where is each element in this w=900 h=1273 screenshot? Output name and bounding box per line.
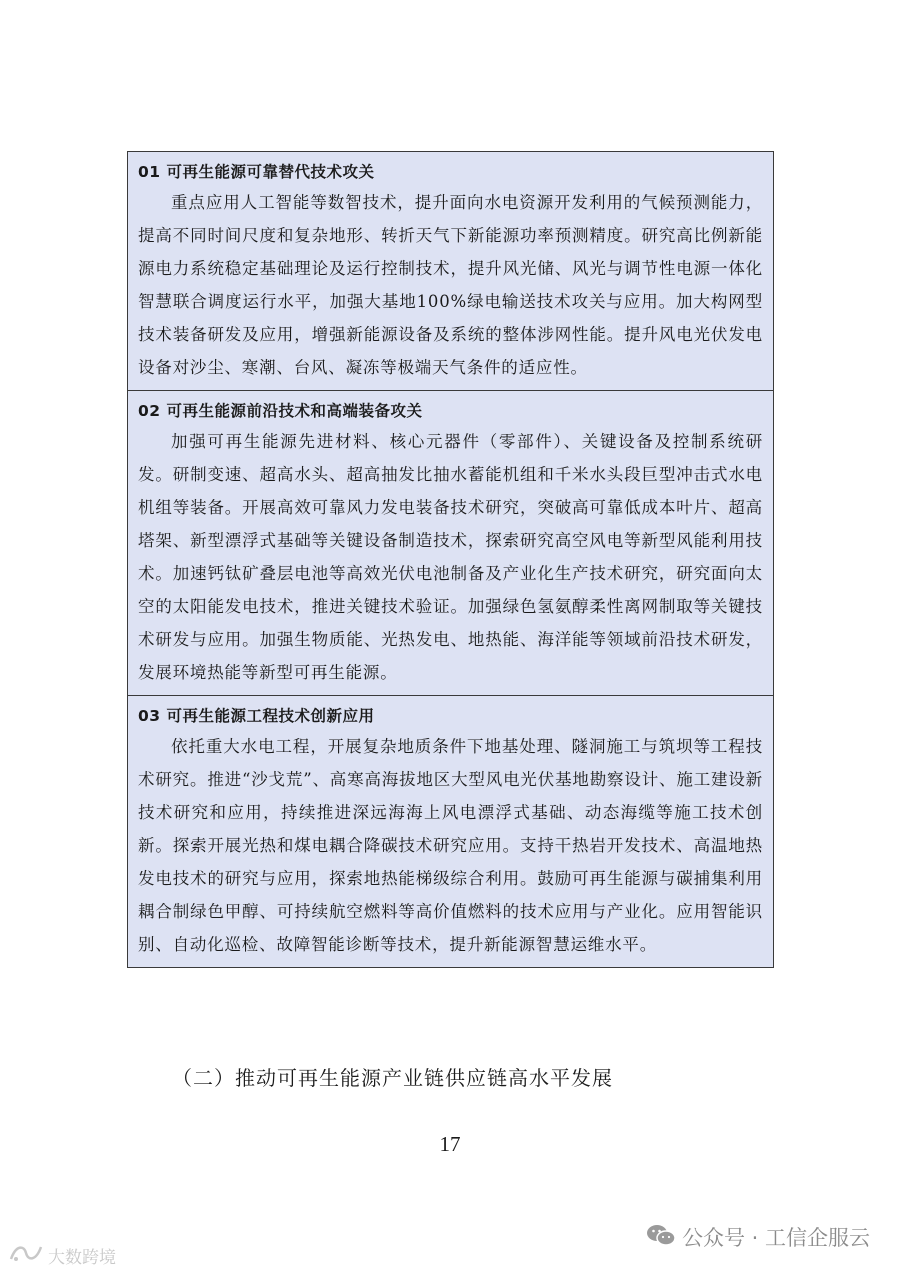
subheading: （二）推动可再生能源产业链供应链高水平发展 — [172, 1066, 613, 1090]
watermark-right — [646, 1222, 870, 1252]
wechat-icon — [646, 1223, 676, 1252]
section-03 — [128, 695, 773, 967]
section-body: 重点应用人工智能等数智技术，提升面向水电资源开发利用的气候预测能力，提高不同时间尺度和复杂地形、转折天气下新能源功率预测精度。研究高比例新能源电力系统稳定基础理论及运行控制技术，提升风光储、风光与调节性电源一体化智慧联合调度运行水平，加强大基地100%绿电输送技术攻关与应用。加大构网型技术装备研发及应用，增强新能源设备及系统的整体涉网性能。提升风电光伏发电设备对沙尘、寒潮、台风、凝冻等极端天气条件的适应性。 — [138, 193, 763, 377]
watermark-text: 公众号 · 工信企服云 — [681, 1226, 870, 1250]
page-number: 17 — [439, 1132, 461, 1156]
section-title: 02 可再生能源前沿技术和高端装备攻关 — [138, 402, 423, 420]
section-body: 依托重大水电工程，开展复杂地质条件下地基处理、隧洞施工与筑坝等工程技术研究。推进“沙戈荒”、高寒高海拔地区大型风电光伏基地勘察设计、施工建设新技术研究和应用，持续推进深远海海上风电漂浮式基础、动态海缆等施工技术创新。探索开展光热和煤电耦合降碳技术研究应用。支持干热岩开发技术、高温地热发电技术的研究与应用，探索地热能梯级综合利用。鼓励可再生能源与碳捕集利用耦合制绿色甲醇、可持续航空燃料等高价值燃料的技术应用与产业化。应用智能识别、自动化巡检、故障智能诊断等技术，提升新能源智慧运维水平。 — [138, 737, 763, 954]
section-title: 01 可再生能源可靠替代技术攻关 — [138, 163, 375, 181]
watermark-left — [8, 1243, 116, 1268]
brand-logo-icon — [8, 1243, 44, 1268]
section-body: 加强可再生能源先进材料、核心元器件（零部件）、关键设备及控制系统研发。研制变速、超高水头、超高抽发比抽水蓄能机组和千米水头段巨型冲击式水电机组等装备。开展高效可靠风力发电装备技术研究，突破高可靠低成本叶片、超高塔架、新型漂浮式基础等关键设备制造技术，探索研究高空风电等新型风能利用技术。加速钙钛矿叠层电池等高效光伏电池制备及产业化生产技术研究，研究面向太空的太阳能发电技术，推进关键技术验证。加强绿色氢氨醇柔性离网制取等关键技术研发与应用。加强生物质能、光热发电、地热能、海洋能等领域前沿技术研发，发展环境热能等新型可再生能源。 — [138, 432, 763, 682]
section-title: 03 可再生能源工程技术创新应用 — [138, 707, 375, 725]
section-01 — [128, 152, 773, 390]
watermark-text: 大数跨境 — [48, 1248, 116, 1268]
content-box — [127, 151, 774, 968]
section-02 — [128, 390, 773, 695]
